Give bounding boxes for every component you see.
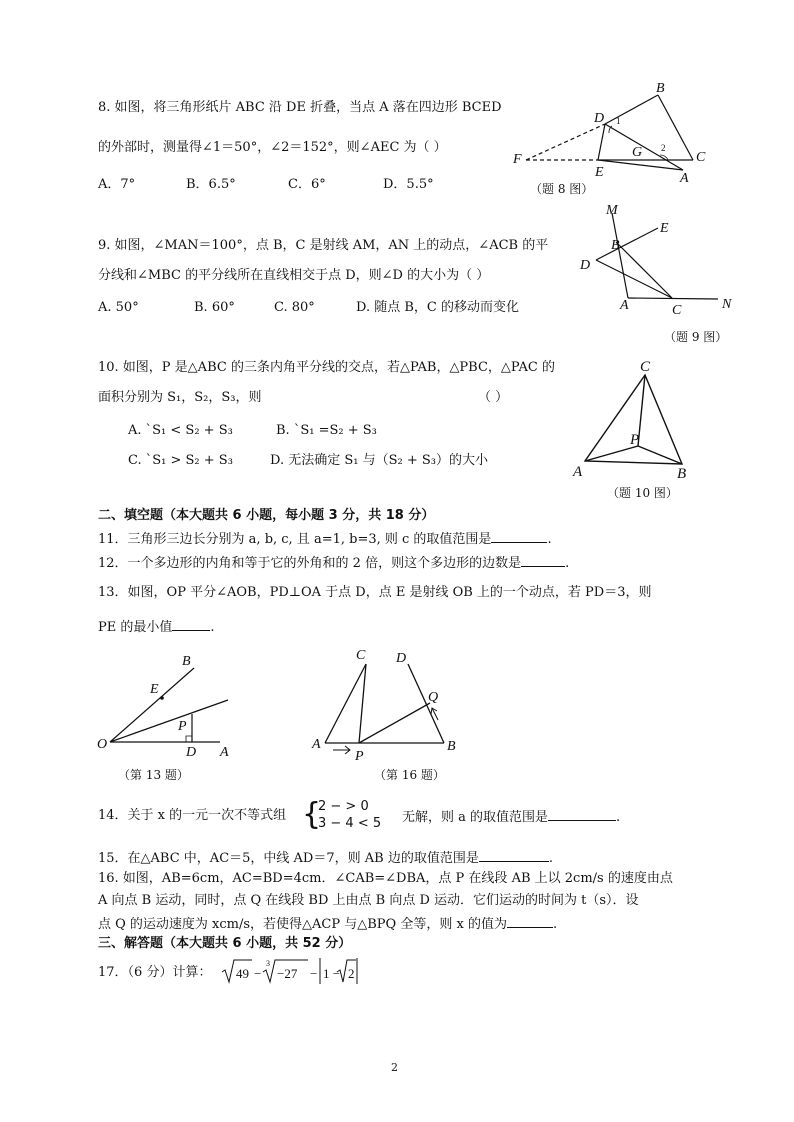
q14-brace: { xyxy=(302,797,322,832)
q16-caption: （第 16 题） xyxy=(374,768,445,782)
q9-option-b: B. 60° xyxy=(194,300,235,315)
q8-label-e: E xyxy=(595,165,604,180)
q14-row2: 3 − 4 < 5 xyxy=(318,816,382,831)
section2-title: 二、填空题（本大题共 6 小题，每小题 3 分，共 18 分） xyxy=(98,508,435,523)
q17-sqrt-49: 49 xyxy=(236,966,249,981)
q9-label-m: M xyxy=(606,203,618,218)
q10-option-c: C. ˋS₁ > S₂ + S₃ xyxy=(128,453,233,468)
q9-option-a: A. 50° xyxy=(98,300,139,315)
q8-caption: （题 8 图） xyxy=(530,182,594,196)
q16-line3: 点 Q 的运动速度为 xcm/s，若使得△ACP 与△BPQ 全等，则 x 的值为 . xyxy=(98,917,558,932)
q8-label-c: C xyxy=(696,150,706,165)
section3-title: 三、解答题（本大题共 6 小题，共 52 分） xyxy=(98,936,352,951)
q10-label-a: A xyxy=(573,464,583,480)
q9-option-d: D. 随点 B，C 的移动而变化 xyxy=(356,300,519,315)
q13-label-e: E xyxy=(150,682,159,697)
q16-label-c: C xyxy=(356,648,366,663)
q13-label-o: O xyxy=(97,737,108,752)
q10-line1: 10. 如图，P 是△ABC 的三条内角平分线的交点，若△PAB，△PBC，△PAC 的 xyxy=(98,360,555,375)
q12: 12．一个多边形的内角和等于它的外角和的 2 倍，则这个多边形的边数是 . xyxy=(98,556,570,571)
q9-label-n: N xyxy=(722,297,732,312)
q8-label-a: A xyxy=(680,171,689,186)
q13-label-d: D xyxy=(186,745,197,760)
q8-option-b: B．6.5° xyxy=(186,177,236,192)
q14-post: 无解，则 a 的取值范围是 . xyxy=(402,810,621,825)
q16-label-d: D xyxy=(396,651,407,666)
q13-label-a: A xyxy=(220,745,229,760)
q17-sqrt-2-arg: 2 xyxy=(348,966,355,981)
q8-label-1: 1 xyxy=(616,116,621,126)
q17-minus-1: − xyxy=(254,966,262,981)
q13-line1: 13．如图，OP 平分∠AOB，PD⊥OA 于点 D，点 E 是射线 OB 上的一个动点，若 PD＝3，则 xyxy=(98,585,652,600)
q10-option-d: D. 无法确定 S₁ 与（S₂ + S₃）的大小 xyxy=(270,453,488,468)
q9-line1: 9. 如图，∠MAN＝100°，点 B，C 是射线 AM，AN 上的动点，∠ACB 的平 xyxy=(98,238,549,253)
q10-label-b: B xyxy=(677,466,687,482)
q16-label-a: A xyxy=(312,737,321,752)
q17-cbrt-arg: −27 xyxy=(277,966,298,981)
q10-caption: （题 10 图） xyxy=(607,486,678,500)
q8-label-2: 2 xyxy=(661,143,666,153)
q8-option-a: A．7° xyxy=(98,177,136,192)
page-number: 2 xyxy=(391,1061,398,1074)
q10-label-p: P xyxy=(630,432,640,448)
q17-pre: 17．（6 分）计算： xyxy=(98,965,212,980)
q9-label-c: C xyxy=(672,303,682,318)
q9-caption: （题 9 图） xyxy=(664,330,728,344)
q9-label-b: B xyxy=(611,238,620,253)
q13-label-p: P xyxy=(178,719,187,734)
q11: 11．三角形三边长分别为 a, b, c, 且 a=1, b=3, 则 c 的取值范围是 . xyxy=(98,532,552,547)
q8-label-d: D xyxy=(594,111,605,126)
q9-option-c: C. 80° xyxy=(274,300,315,315)
q8-option-d: D．5.5° xyxy=(383,177,434,192)
q17-abs-left: 1 − xyxy=(323,966,341,981)
q14-row1: 2 − > 0 xyxy=(318,799,369,814)
q15: 15．在△ABC 中，AC＝5，中线 AD＝7，则 AB 边的取值范围是 . xyxy=(98,851,553,866)
q10-option-a: A. ˋS₁ < S₂ + S₃ xyxy=(128,423,233,438)
q13-line2-text: PE 的最小值 xyxy=(98,620,173,635)
q16-label-p: P xyxy=(355,749,364,764)
q13-line2: PE 的最小值 . xyxy=(98,620,215,635)
q8-line1: 8. 如图，将三角形纸片 ABC 沿 DE 折叠，当点 A 落在四边形 BCED xyxy=(98,100,502,115)
q16-line3-text: 点 Q 的运动速度为 xcm/s，若使得△ACP 与△BPQ 全等，则 x 的值为 xyxy=(98,917,507,932)
q8-label-f: F xyxy=(513,152,522,167)
q17-root-index: 3 xyxy=(266,959,270,968)
q13-caption: （第 13 题） xyxy=(118,768,189,782)
q8-label-g: G xyxy=(632,145,643,160)
q9-label-d: D xyxy=(580,258,591,273)
q11-text: 11．三角形三边长分别为 a, b, c, 且 a=1, b=3, 则 c 的取值范围是 xyxy=(98,532,492,547)
q8-line2: 的外部时，测量得∠1＝50°，∠2＝152°，则∠AEC 为（ ） xyxy=(98,140,447,155)
q8-label-b: B xyxy=(656,81,665,96)
q15-text: 15．在△ABC 中，AC＝5，中线 AD＝7，则 AB 边的取值范围是 xyxy=(98,851,479,866)
q9-label-e: E xyxy=(660,221,669,236)
q10-option-b: B. ˋS₁ =S₂ + S₃ xyxy=(276,423,377,438)
q12-text: 12．一个多边形的内角和等于它的外角和的 2 倍，则这个多边形的边数是 xyxy=(98,556,522,571)
q9-line2: 分线和∠MBC 的平分线所在直线相交于点 D，则∠D 的大小为（ ） xyxy=(98,268,490,283)
q14-pre: 14．关于 x 的一元一次不等式组 xyxy=(98,808,287,823)
q10-label-c: C xyxy=(640,359,651,375)
q10-paren: （ ） xyxy=(478,390,509,405)
q17-minus-2: − xyxy=(310,966,318,981)
q8-option-c: C．6° xyxy=(288,177,326,192)
q10-line2: 面积分别为 S₁，S₂，S₃，则 xyxy=(98,390,262,405)
q16-line2: A 向点 B 运动，同时，点 Q 在线段 BD 上由点 B 向点 D 运动．它们运动的时间为 t（s）．设 xyxy=(98,893,639,908)
q13-label-b: B xyxy=(182,654,191,669)
q16-line1: 16. 如图，AB=6cm，AC=BD=4cm．∠CAB=∠DBA，点 P 在线段 AB 上以 2cm/s 的速度由点 xyxy=(98,871,673,886)
q16-label-q: Q xyxy=(428,690,439,705)
q9-label-a: A xyxy=(620,298,629,313)
q14-post-text: 无解，则 a 的取值范围是 xyxy=(402,810,549,825)
q16-label-b: B xyxy=(447,739,456,754)
